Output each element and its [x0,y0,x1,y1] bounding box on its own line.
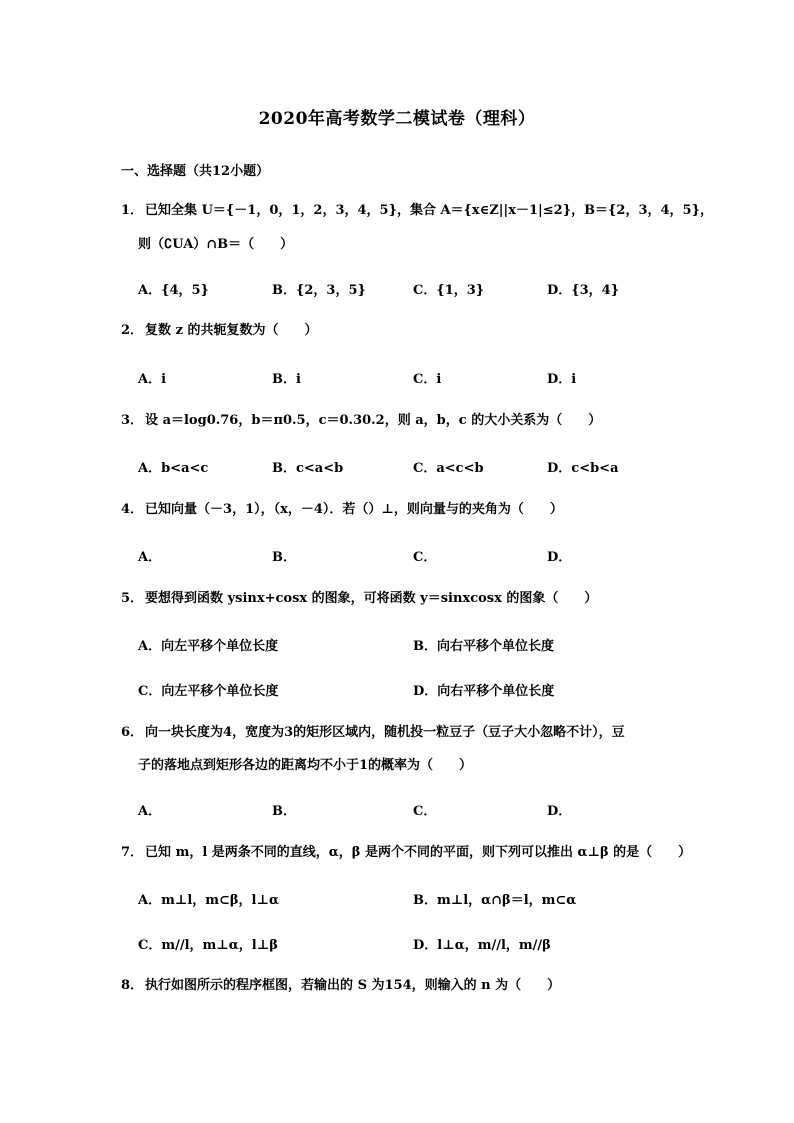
q5-option-a: A．向左平移个单位长度 [138,639,279,654]
question-text: 复数 z 的共轭复数为（ ） [145,323,318,338]
q6-option-a: A． [138,804,162,819]
q1-option-a: A．{4，5} [138,283,209,298]
question-4 [121,501,681,519]
question-text: 已知 m，l 是两条不同的直线，α，β 是两个不同的平面，则下列可以推出 α⊥β 的是（ ） [145,845,692,860]
q3-option-b: B．c<a<b [272,461,344,476]
q4-option-b: B． [272,550,296,565]
question-3 [121,412,681,430]
q1-option-d: D．{3，4} [547,283,620,298]
question-6-line-2: 子的落地点到矩形各边的距离均不小于1的概率为（ ） [138,758,473,773]
question-number: 5． [121,591,144,606]
question-text: 执行如图所示的程序框图，若输出的 S 为154，则输入的 n 为（ ） [145,978,561,993]
q4-option-d: D． [547,550,572,565]
section-heading: 一、选择题（共12小题） [121,164,270,179]
question-text: 设 a＝log0.76，b＝π0.5，c＝0.30.2，则 a，b，c 的大小关系为（ ） [145,413,602,428]
question-8 [121,977,681,995]
q4-option-c: C． [413,550,437,565]
q1-option-c: C．{1，3} [413,283,485,298]
q6-option-c: C． [413,804,437,819]
q7-option-d: D．l⊥α，m//l，m//β [413,938,551,953]
question-text: 要想得到函数 ysinx+cosx 的图象，可将函数 y＝sinxcosx 的图象（ ） [145,591,598,606]
q7-option-b: B．m⊥l，α∩β＝l，m⊂α [413,893,577,908]
question-text: 已知向量（－3，1），（x，－4）．若（）⊥，则向量与的夹角为（ ） [145,502,563,517]
q6-option-d: D． [547,804,572,819]
question-1 [121,202,713,220]
q2-option-a: A．i [138,372,167,387]
question-2 [121,322,681,340]
q2-option-d: D．i [547,372,577,387]
q6-option-b: B． [272,804,296,819]
q2-option-b: B．i [272,372,301,387]
question-number: 2． [121,323,144,338]
q5-option-b: B．向右平移个单位长度 [413,639,554,654]
question-number: 4． [121,502,144,517]
q2-option-c: C．i [413,372,442,387]
q4-option-a: A． [138,550,162,565]
question-number: 7． [121,845,144,860]
page-title: 2020年高考数学二模试卷（理科） [258,109,536,129]
q3-option-c: C．a<c<b [413,461,484,476]
question-text: 已知全集 U＝{－1，0，1，2，3，4，5}，集合 A＝{x∈Z||x－1|≤2}，B＝{2，3，4，5}， [145,203,713,218]
q5-option-d: D．向右平移个单位长度 [413,684,555,699]
q3-option-d: D．c<b<a [547,461,619,476]
question-number: 3． [121,413,144,428]
q5-option-c: C．向左平移个单位长度 [138,684,279,699]
question-5 [121,590,681,608]
question-1-line-2: 则（∁UA）∩B＝（ ） [138,237,294,252]
q7-option-c: C．m//l，m⊥α，l⊥β [138,938,278,953]
q1-option-b: B．{2，3，5} [272,283,366,298]
q3-option-a: A．b<a<c [138,461,209,476]
question-6 [121,724,681,742]
question-number: 8． [121,978,144,993]
question-number: 1． [121,203,144,218]
question-number: 6． [121,725,144,740]
question-7 [121,844,692,862]
q7-option-a: A．m⊥l，m⊂β，l⊥α [138,893,279,908]
question-text: 向一块长度为4，宽度为3的矩形区域内，随机投一粒豆子（豆子大小忽略不计），豆 [145,725,625,740]
